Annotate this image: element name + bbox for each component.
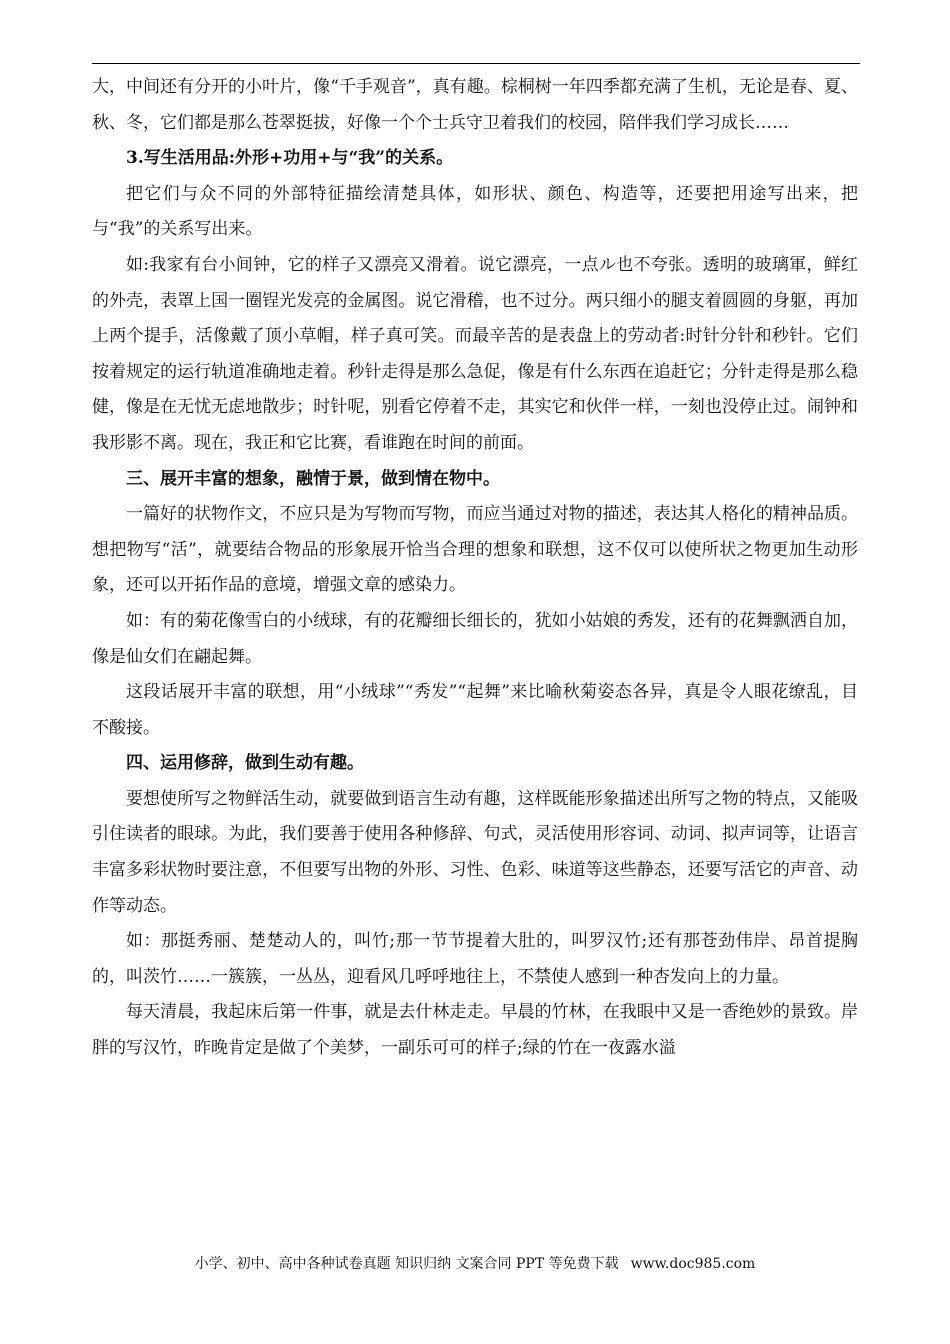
paragraph: 要想使所写之物鲜活生动，就要做到语言生动有趣，这样既能形象描述出所写之物的特点，又能吸引住读者的眼球。为此，我们要善于使用各种修辞、句式，灵活使用形容词、动词、拟声词等，让语言丰富多彩状物时要注意，不但要写出物的外形、习性、色彩、味道等这些静态，还要写活它的声音、动作等动态。 <box>92 788 858 916</box>
header-rule <box>92 63 860 64</box>
paragraph: 如:我家有台小间钟，它的样子又漂亮又滑着。说它漂亮，一点ル也不夸张。透明的玻璃軍，鲜红的外壳，表罩上国一圈锃光发亮的金属图。说它滑稽，也不过分。两只细小的腿支着圆圆的身躯，再加上两个提手，活像戴了顶小草帽，样子真可笑。而最辛苦的是表盘上的劳动者:时针分针和秒针。它们按着规定的运行轨道准确地走着。秒针走得是那么急促，像是有什么东西在追赶它；分针走得是那么稳健，像是在无忧无虑地散步；时针呢，别看它停着不走，其实它和伙伴一样，一刻也没停止过。闹钟和我形影不离。现在，我正和它比赛，看谁跑在时间的前面。 <box>92 254 858 453</box>
section-heading: 四、运用修辞，做到生动有趣。 <box>126 753 364 774</box>
paragraph: 大，中间还有分开的小叶片，像“千手观音”，真有趣。棕桐树一年四季都充满了生机，无论是春、夏、秋、冬，它们都是那么苍翠挺拔，好像一个个士兵守卫着我们的校园，陪伴我们学习成长…… <box>92 77 858 133</box>
paragraph: 如：那挺秀丽、楚楚动人的，叫竹;那一节节提着大肚的，叫罗汉竹;还有那苍劲伟岸、昂首提胸的，叫茨竹……一簇簇，一丛丛，迎看风几呼呼地往上，不禁使人感到一种杏发向上的力量。 <box>92 931 858 987</box>
section-heading: 3.写生活用品:外形+功用+与“我”的关系。 <box>126 148 454 169</box>
paragraph: 把它们与众不同的外部特征描绘清楚具体，如形状、颜色、构造等，还要把用途写出来，把与“我”的关系写出来。 <box>92 183 858 240</box>
footer-site-link[interactable]: www.doc985.com <box>630 1256 756 1272</box>
document-body <box>92 70 858 1067</box>
section-heading: 三、展开丰富的想象，融情于景，做到情在物中。 <box>126 468 500 489</box>
paragraph: 这段话展开丰富的联想，用“小绒球”“秀发”“起舞”来比喻秋菊姿态各异，真是令人眼花缭乱，目不酸接。 <box>92 682 858 738</box>
page-footer <box>0 1253 950 1273</box>
footer-text: 小学、初中、高中各种试卷真题 知识归纳 文案合同 PPT 等免费下载 <box>194 1256 619 1272</box>
paragraph: 如：有的菊花像雪白的小绒球，有的花瓣细长细长的，犹如小姑娘的秀发，还有的花舞飘洒自加，像是仙女们在翩起舞。 <box>92 610 858 667</box>
paragraph: 一篇好的状物作文，不应只是为写物而写物，而应当通过对物的描述，表达其人格化的精神品质。想把物写“活”，就要结合物品的形象展开恰当合理的想象和联想，这不仅可以使所状之物更加生动形象，还可以开拓作品的意境，增强文章的感染力。 <box>92 504 858 596</box>
paragraph: 每天清晨，我起床后第一件事，就是去什林走走。早晨的竹林，在我眼中又是一香绝妙的景致。岸胖的写汉竹，昨晚肯定是做了个美梦，一副乐可可的样子;绿的竹在一夜露水溢 <box>92 1002 858 1059</box>
